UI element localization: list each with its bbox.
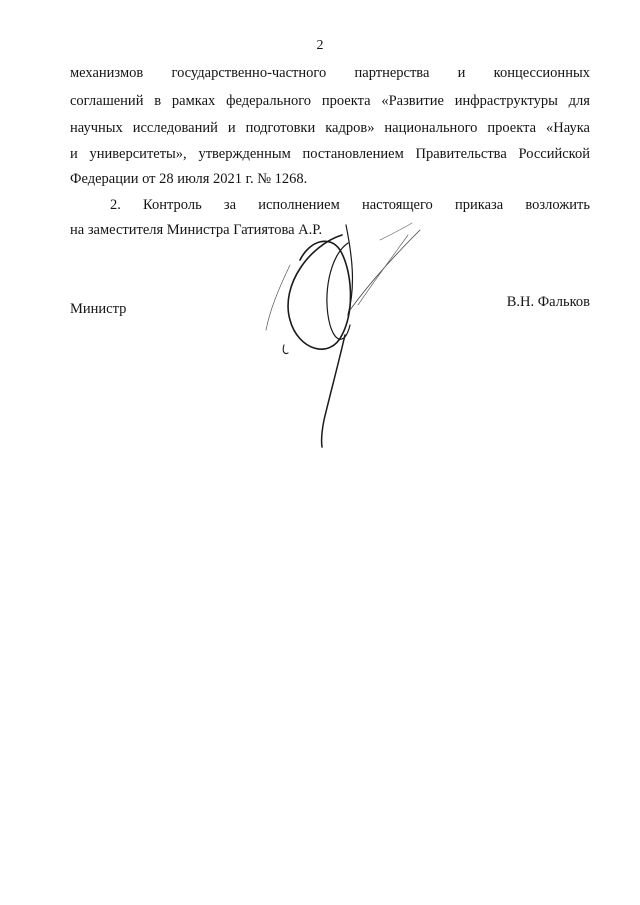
- word: государственно-частного: [171, 65, 327, 81]
- word: приказа: [454, 197, 504, 213]
- list-number: 2.: [110, 197, 121, 213]
- paragraph-1-line-3: [70, 119, 590, 137]
- word: кадров»: [325, 120, 375, 136]
- paragraph-1-line-1: [70, 64, 590, 82]
- page-number: 2: [316, 38, 324, 53]
- word: для: [568, 93, 590, 109]
- word: проекта: [321, 93, 371, 109]
- paragraph-1-line-2: [70, 92, 590, 110]
- word: постановлением: [302, 146, 404, 162]
- word: и: [70, 146, 78, 162]
- word: Контроль: [143, 197, 202, 213]
- word: федерального: [226, 93, 312, 109]
- word: за: [223, 197, 237, 213]
- word: Российской: [518, 146, 590, 162]
- signatory-name: В.Н. Фальков: [506, 294, 590, 310]
- word: настоящего: [361, 197, 433, 213]
- word: исследований: [132, 120, 218, 136]
- word: Правительства: [415, 146, 507, 162]
- paragraph-2-line-1: [110, 196, 590, 214]
- word: инфраструктуры: [454, 93, 558, 109]
- word: и: [457, 65, 466, 81]
- word: и: [227, 120, 236, 136]
- word: рамках: [171, 93, 216, 109]
- paragraph-1-line-4: [70, 145, 590, 163]
- word: утвержденным: [198, 146, 291, 162]
- word: исполнением: [258, 197, 340, 213]
- word: в: [154, 93, 162, 109]
- handwritten-signature: [250, 215, 440, 460]
- word: партнерства: [354, 65, 430, 81]
- word: национального: [384, 120, 478, 136]
- paragraph-2-line-2: на заместителя Министра Гатиятова А.Р.: [70, 222, 323, 238]
- word: соглашений: [70, 93, 144, 109]
- word: проекта: [487, 120, 537, 136]
- word: «Наука: [546, 120, 590, 136]
- word: подготовки: [245, 120, 316, 136]
- word: научных: [70, 120, 123, 136]
- word: университеты»,: [89, 146, 187, 162]
- word: механизмов: [70, 65, 144, 81]
- word: концессионных: [493, 65, 590, 81]
- word: возложить: [525, 197, 590, 213]
- signatory-title: Министр: [70, 301, 127, 317]
- word: «Развитие: [381, 93, 444, 109]
- paragraph-1-line-5: Федерации от 28 июля 2021 г. № 1268.: [70, 171, 308, 187]
